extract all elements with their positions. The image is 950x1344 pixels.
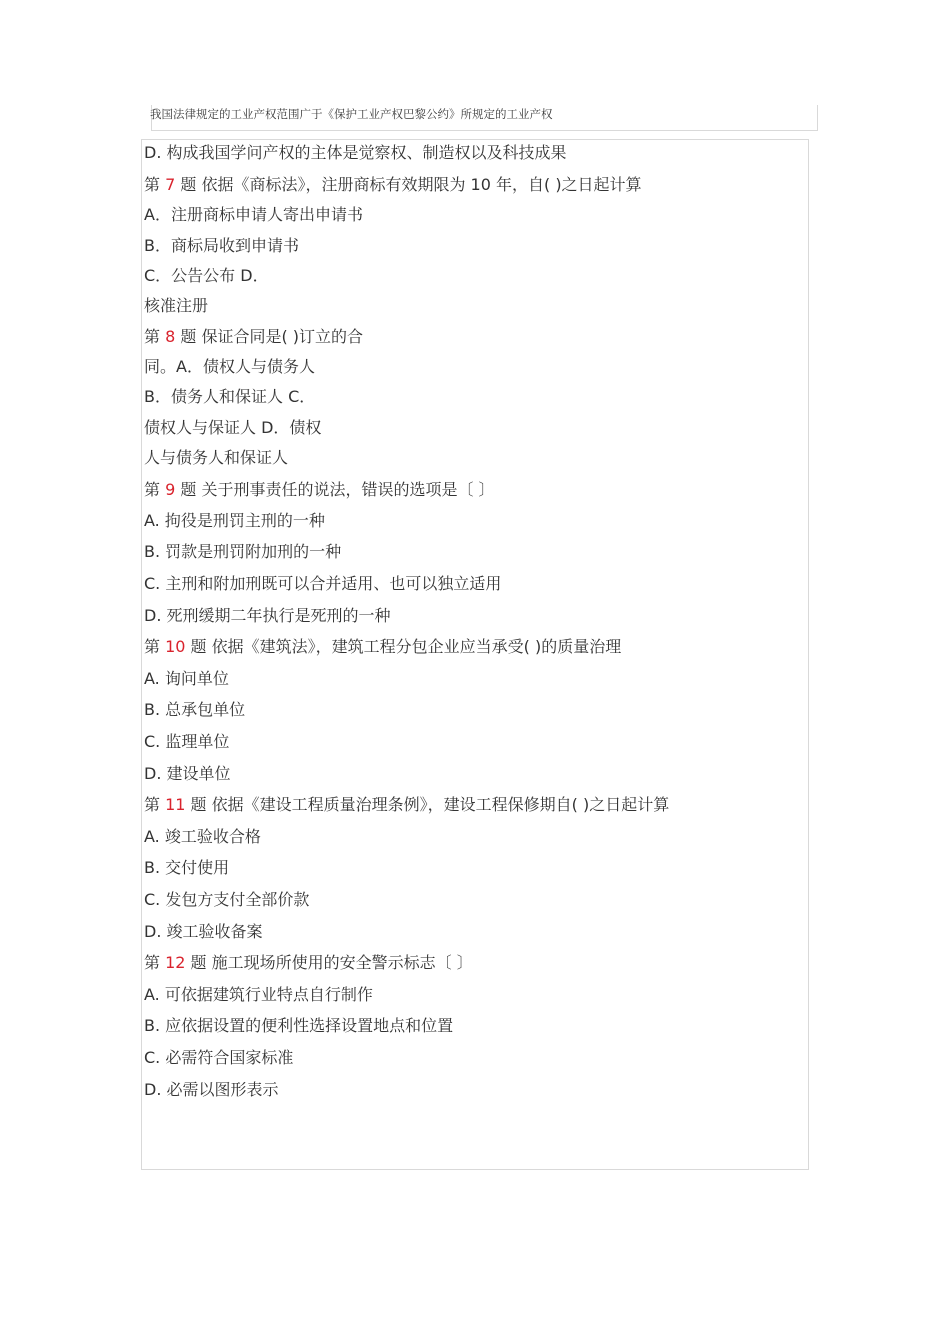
question-number: 11: [165, 795, 186, 814]
text-line: D. 必需以图形表示: [144, 1080, 279, 1099]
text-line: A．注册商标申请人寄出申请书: [144, 205, 363, 224]
text-line: C. 必需符合国家标准: [144, 1048, 294, 1067]
question-text: 题 保证合同是( )订立的合: [175, 327, 364, 346]
question-heading: [144, 953, 473, 973]
text-line: 核准注册: [144, 296, 209, 315]
question-heading: [144, 327, 363, 347]
question-number: 7: [165, 175, 176, 194]
question-number: 12: [165, 953, 186, 972]
text-line: D. 竣工验收备案: [144, 922, 263, 941]
question-text: 题 依据《建筑法》，建筑工程分包企业应当承受( )的质量治理: [185, 637, 622, 656]
question-number: 8: [165, 327, 176, 346]
text-line: B. 交付使用: [144, 858, 230, 877]
question-text: 题 关于刑事责任的说法，错误的选项是〔 〕: [175, 480, 495, 499]
text-line: B. 应依据设置的便利性选择设置地点和位置: [144, 1016, 454, 1035]
question-text: 题 依据《建设工程质量治理条例》，建设工程保修期自( )之日起计算: [185, 795, 670, 814]
text-line: D. 死刑缓期二年执行是死刑的一种: [144, 606, 391, 625]
question-number: 10: [165, 637, 186, 656]
text-line: A. 拘役是刑罚主刑的一种: [144, 511, 325, 530]
text-line: A. 竣工验收合格: [144, 827, 261, 846]
question-heading: [144, 175, 642, 195]
text-line: B. 总承包单位: [144, 700, 246, 719]
text-line: A. 询问单位: [144, 669, 229, 688]
question-prefix: 第: [144, 953, 166, 972]
text-line: 人与债务人和保证人: [144, 448, 289, 467]
question-prefix: 第: [144, 175, 166, 194]
text-line: C. 监理单位: [144, 732, 230, 751]
question-text: 题 依据《商标法》，注册商标有效期限为 10 年，自( )之日起计算: [175, 175, 642, 194]
question-prefix: 第: [144, 480, 166, 499]
text-line: C．公告公布 D．: [144, 266, 269, 285]
text-line: A. 可依据建筑行业特点自行制作: [144, 985, 373, 1004]
question-prefix: 第: [144, 327, 166, 346]
text-line: C. 主刑和附加刑既可以合并适用、也可以独立适用: [144, 574, 502, 593]
text-line: B．债务人和保证人 C．: [144, 387, 316, 406]
text-line: D. 建设单位: [144, 764, 231, 783]
question-prefix: 第: [144, 637, 166, 656]
text-line: B. 罚款是刑罚附加刑的一种: [144, 542, 342, 561]
question-text: 题 施工现场所使用的安全警示标志〔 〕: [185, 953, 473, 972]
question-number: 9: [165, 480, 176, 499]
question-heading: [144, 637, 621, 657]
question-heading: [144, 480, 495, 500]
text-line: D. 构成我国学问产权的主体是觉察权、制造权以及科技成果: [144, 143, 567, 162]
text-line: B．商标局收到申请书: [144, 236, 299, 255]
text-line: 同。A．债权人与债务人: [144, 357, 315, 376]
text-line: C. 发包方支付全部价款: [144, 890, 310, 909]
text-line: 债权人与保证人 D．债权: [144, 418, 322, 437]
header-text: 我国法律规定的工业产权范围广于《保护工业产权巴黎公约》所规定的工业产权: [150, 107, 553, 121]
question-heading: [144, 795, 669, 815]
question-prefix: 第: [144, 795, 166, 814]
